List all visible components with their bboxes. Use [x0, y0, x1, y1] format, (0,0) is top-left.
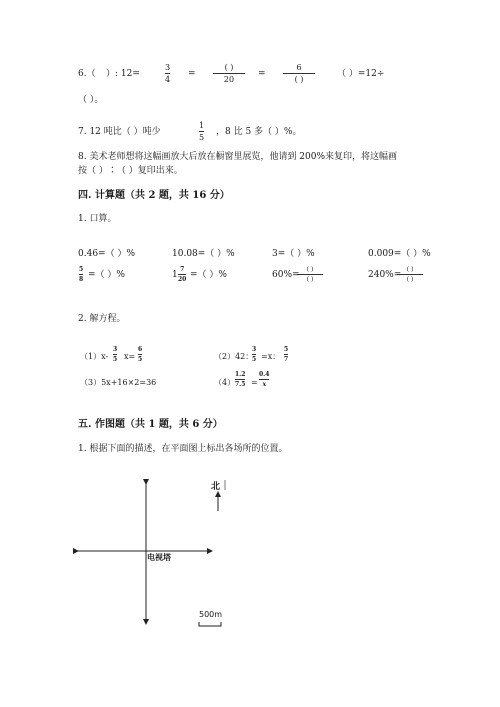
scale-bar	[199, 622, 221, 626]
eq1-f1-den: 5	[113, 356, 118, 363]
eq1-label: （1）x-	[80, 352, 109, 361]
eq4-label: （4）	[214, 378, 236, 387]
q6-equals-2: =	[258, 69, 266, 79]
eq2-f1-den: 5	[252, 356, 257, 363]
calc-0-009: 0.009=（ ）%	[368, 249, 431, 259]
section5-q1: 1. 根据下面的描述，在平面图上标出各场所的位置。	[78, 444, 288, 454]
q7-f-num: 1	[199, 121, 205, 130]
section4-q1-label: 1. 口算。	[78, 214, 117, 224]
eq1-f2-den: 5	[138, 356, 143, 363]
north-label: 北	[211, 482, 221, 492]
q6-f1-num: 3	[165, 63, 171, 72]
q6-f2-den: 20	[223, 75, 235, 84]
calc-3: 3=（ ）%	[272, 249, 315, 259]
eq4-f1-den: 7.5	[235, 381, 246, 388]
q6-f2-num: ( )	[224, 63, 234, 72]
q8-line1: 8. 美术老师想将这幅画放大后放在橱窗里展览，他请到 200%来复印，将这幅画	[78, 152, 398, 162]
calc-60-den: ( )	[306, 276, 314, 283]
calc-7-20-tail: =（ ）%	[190, 270, 227, 280]
eq4-mid: =	[251, 378, 258, 387]
q6-f3-den: ( )	[294, 75, 304, 84]
calc-240-head: 240%=	[368, 270, 402, 280]
eq2-f2-num: 5	[284, 346, 289, 353]
q8-line2: 按（ ）∶（ ）复印出来。	[78, 166, 183, 176]
calc-60-head: 60%=	[272, 270, 300, 280]
eq4-f2-num: 0.4	[259, 371, 270, 378]
section4-q2-label: 2. 解方程。	[78, 314, 126, 324]
calc-0-46: 0.46=（ ）%	[78, 249, 135, 259]
q6-prefix: 6.（	[78, 69, 96, 79]
eq2-label: （2）42：	[214, 352, 254, 361]
eq1-f2-num: 6	[138, 346, 143, 353]
calc-mixed-whole: 1	[172, 270, 178, 280]
calc-5-8-tail: =（ ）%	[88, 270, 125, 280]
calc-240-num: ( )	[406, 266, 414, 273]
calc-5-8-num: 5	[79, 266, 84, 273]
eq3: （3）5x+16×2=36	[80, 378, 157, 387]
calc-240-den: ( )	[406, 276, 414, 283]
calc-7-20-num: 7	[180, 266, 185, 273]
q6-colon: ）: 12=	[106, 69, 140, 79]
q6-f1-den: 4	[165, 75, 171, 84]
section4-title: 四. 计算题（共 2 题，共 16 分）	[78, 190, 230, 201]
eq4-f2-den: x	[262, 381, 267, 388]
section5-title: 五. 作图题（共 1 题，共 6 分）	[78, 419, 223, 430]
q7-f-den: 5	[199, 133, 205, 142]
q6-equals-1: =	[188, 69, 196, 79]
q6-tail: （ ）=12÷	[337, 69, 385, 79]
calc-7-20-den: 20	[178, 276, 187, 283]
tower-label: 电视塔	[147, 552, 171, 562]
eq2-f1-num: 3	[252, 346, 257, 353]
eq1-mid: x=	[124, 352, 136, 361]
calc-5-8-den: 8	[79, 276, 84, 283]
q7-prefix: 7. 12 吨比（ ）吨少	[78, 127, 161, 137]
eq2-f2-den: 7	[284, 356, 289, 363]
calc-10-08: 10.08=（ ）%	[172, 249, 235, 259]
scale-label: 500m	[199, 610, 223, 619]
q7-suffix: ，8 比 5 多（ ）%。	[216, 127, 302, 137]
eq1-f1-num: 3	[113, 346, 118, 353]
eq2-mid: =x：	[261, 352, 281, 361]
calc-60-num: ( )	[306, 266, 314, 273]
q6-f3-num: 6	[296, 63, 302, 72]
q6-line2: （ ）。	[78, 95, 104, 105]
eq4-f1-num: 1.2	[235, 371, 246, 378]
